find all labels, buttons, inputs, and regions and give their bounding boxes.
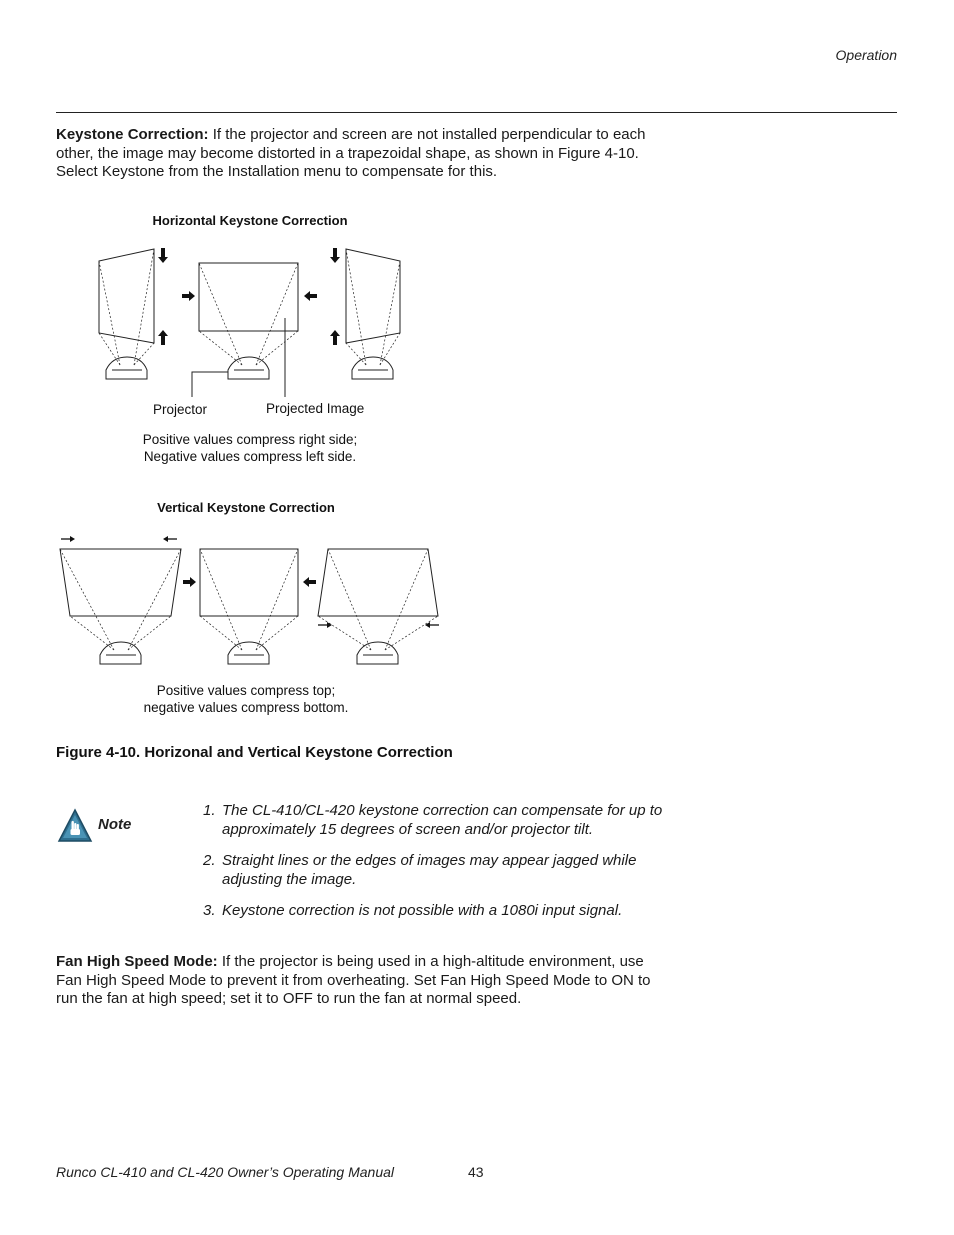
- vertical-keystone-diagram: [60, 549, 438, 664]
- note-item-number: 3.: [203, 902, 216, 919]
- fan-body: If the projector is being used in a high-altitude environment, use Fan High Speed Mode to prevent it from overheating. Set Fan High Speed Mode to ON to run the fan at high speed; set it to OFF to run the fan at normal speed.: [56, 953, 651, 1007]
- note-item: [203, 801, 673, 839]
- vertical-note-line1: Positive values compress top;: [156, 683, 336, 698]
- note-item-text: Keystone correction is not possible with a 1080i input signal.: [222, 902, 623, 919]
- footer-page-number: 43: [468, 1164, 484, 1180]
- header-section-title: Operation: [835, 47, 897, 63]
- note-item: [203, 901, 673, 920]
- vertical-note-line2: negative values compress bottom.: [143, 700, 349, 715]
- note-item-text: The CL-410/CL-420 keystone correction can compensate for up to approximately 15 degrees of screen and/or projector tilt.: [222, 802, 663, 838]
- vertical-note: [96, 682, 396, 716]
- horizontal-note-line1: Positive values compress right side;: [142, 432, 358, 447]
- horizontal-note-line2: Negative values compress left side.: [143, 449, 357, 464]
- fan-heading: Fan High Speed Mode:: [56, 953, 218, 970]
- note-label: Note: [98, 816, 132, 833]
- note-list: [203, 801, 673, 932]
- horizontal-keystone-diagram: [99, 249, 400, 397]
- fan-paragraph: [56, 953, 666, 1009]
- projected-image-label: Projected Image: [266, 401, 365, 416]
- keystone-heading: Keystone Correction:: [56, 126, 209, 143]
- projector-label: Projector: [153, 402, 208, 417]
- horizontal-keystone-title: Horizontal Keystone Correction: [152, 213, 348, 228]
- figure-caption: Figure 4-10. Horizonal and Vertical Keystone Correction: [56, 744, 453, 761]
- vertical-arrows: [61, 536, 439, 628]
- note-item: [203, 851, 673, 889]
- note-item-number: 2.: [203, 852, 216, 869]
- note-item-number: 1.: [203, 802, 216, 819]
- note-item-text: Straight lines or the edges of images may appear jagged while adjusting the image.: [222, 852, 637, 888]
- keystone-body: If the projector and screen are not installed perpendicular to each other, the image may become distorted in a trapezoidal shape, as shown in Figure 4-10. Select Keystone from the Installation menu to compensate for this.: [56, 126, 646, 180]
- vertical-keystone-title: Vertical Keystone Correction: [157, 500, 335, 515]
- horizontal-note: [100, 431, 400, 465]
- footer-manual-title: Runco CL-410 and CL-420 Owner’s Operating Manual: [56, 1164, 395, 1180]
- note-hand-icon: [57, 808, 93, 844]
